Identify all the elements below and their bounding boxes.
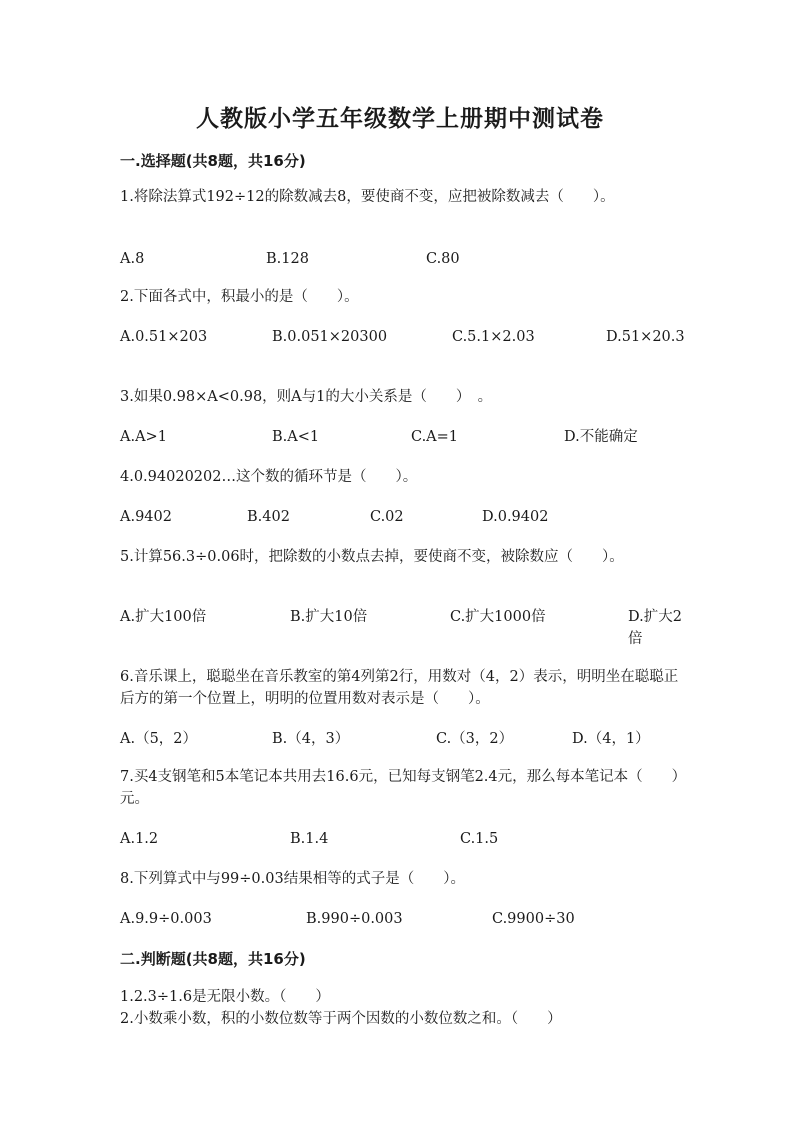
option: A.1.2	[120, 831, 159, 847]
option: C.80	[426, 251, 460, 267]
page-title: 人教版小学五年级数学上册期中测试卷	[196, 106, 604, 132]
option: A.0.51×203	[120, 329, 208, 345]
option: C.A=1	[411, 429, 459, 445]
option: A.9.9÷0.003	[120, 911, 212, 927]
option: C.9900÷30	[492, 911, 575, 927]
option: B.（4，3）	[272, 731, 350, 747]
option: C.5.1×2.03	[452, 329, 535, 345]
question-stem: 8.下列算式中与99÷0.03结果相等的式子是（ ）。	[120, 871, 465, 887]
option: D.51×20.3	[606, 329, 685, 345]
option: D.0.9402	[482, 509, 549, 525]
question-stem: 2.下面各式中，积最小的是（ ）。	[120, 289, 359, 305]
section-heading-judgment: 二.判断题(共8题，共16分)	[120, 950, 306, 968]
option: A.（5，2）	[120, 731, 198, 747]
option: A.9402	[120, 509, 172, 525]
judgment-item: 1.2.3÷1.6是无限小数。（ ）	[120, 989, 330, 1005]
option: C.（3，2）	[436, 731, 514, 747]
option: A.A>1	[120, 429, 167, 445]
question-stem: 7.买4支钢笔和5本笔记本共用去16.6元，已知每支钢笔2.4元，那么每本笔记本（ ）元。	[120, 769, 679, 807]
option: B.990÷0.003	[306, 911, 403, 927]
question-stem: 5.计算56.3÷0.06时，把除数的小数点去掉，要使商不变，被除数应（ ）。	[120, 549, 624, 565]
question-stem: 3.如果0.98×A<0.98，则A与1的大小关系是（ ） 。	[120, 389, 493, 405]
question-stem: 6.音乐课上，聪聪坐在音乐教室的第4列第2行，用数对（4，2）表示，明明坐在聪聪正后方的第一个位置上，明明的位置用数对表示是（ ）。	[120, 669, 679, 707]
option: A.扩大100倍	[120, 609, 207, 625]
option: B.A<1	[272, 429, 320, 445]
option: D.不能确定	[564, 429, 638, 445]
option: D.扩大2倍	[628, 609, 682, 647]
option: B.扩大10倍	[290, 609, 368, 625]
option: A.8	[120, 251, 145, 267]
option: C.1.5	[460, 831, 499, 847]
question-stem: 1.将除法算式192÷12的除数减去8，要使商不变，应把被除数减去（ ）。	[120, 189, 615, 205]
option: B.0.051×20300	[272, 329, 388, 345]
option: B.128	[266, 251, 309, 267]
option: C.02	[370, 509, 404, 525]
option: C.扩大1000倍	[450, 609, 546, 625]
option: D.（4，1）	[572, 731, 650, 747]
judgment-item: 2.小数乘小数，积的小数位数等于两个因数的小数位数之和。（ ）	[120, 1011, 562, 1027]
section-heading-choice: 一.选择题(共8题，共16分)	[120, 152, 306, 170]
question-stem: 4.0.94020202…这个数的循环节是（ ）。	[120, 469, 418, 485]
option: B.402	[247, 509, 290, 525]
option: B.1.4	[290, 831, 329, 847]
